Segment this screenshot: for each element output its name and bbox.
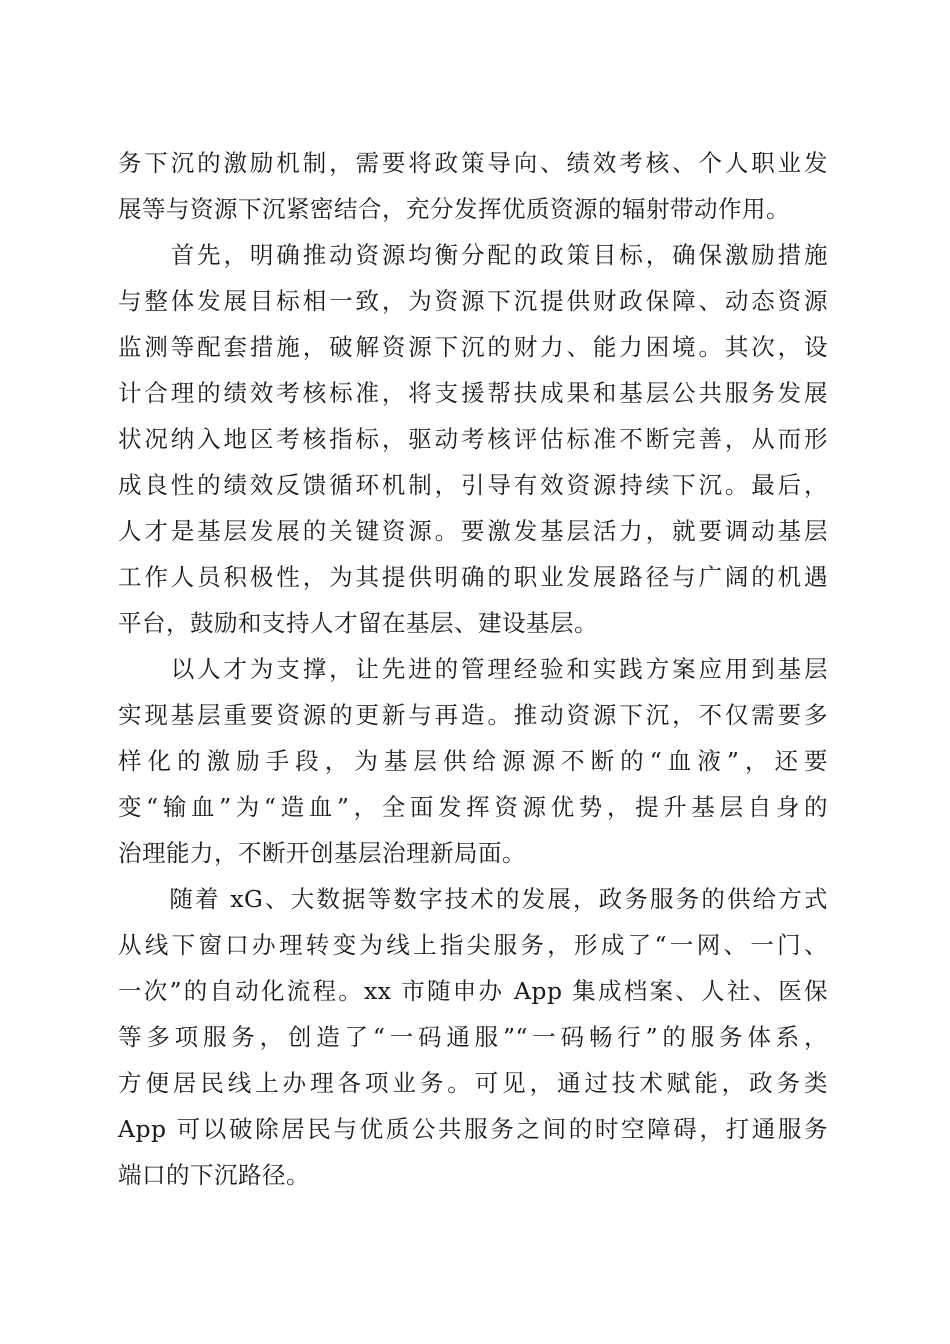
text-line: 状况纳入地区考核指标，驱动考核评估标准不断完善，从而形 <box>118 425 828 453</box>
text-line: 等多项服务，创造了“一码通服”“一码畅行”的服务体系， <box>118 1023 828 1051</box>
text-line: 从线下窗口办理转变为线上指尖服务，形成了“一网、一门、 <box>118 931 828 959</box>
text-line: 工作人员积极性，为其提供明确的职业发展路径与广阔的机遇 <box>118 563 828 591</box>
paragraph-4 <box>118 876 828 1198</box>
text-line: 计合理的绩效考核标准，将支援帮扶成果和基层公共服务发展 <box>118 379 828 407</box>
text-line: 以人才为支撑，让先进的管理经验和实践方案应用到基层 <box>118 655 828 683</box>
text-line: 实现基层重要资源的更新与再造。推动资源下沉，不仅需要多 <box>118 701 828 729</box>
text-line: 随着 xG、大数据等数字技术的发展，政务服务的供给方式 <box>118 885 828 913</box>
text-line: 展等与资源下沉紧密结合，充分发挥优质资源的辐射带动作用。 <box>118 195 790 223</box>
text-line: 成良性的绩效反馈循环机制，引导有效资源持续下沉。最后， <box>118 471 828 499</box>
text-line: 端口的下沉路径。 <box>118 1161 310 1189</box>
paragraph-1 <box>118 140 828 232</box>
text-line: App 可以破除居民与优质公共服务之间的时空障碍，打通服务 <box>118 1115 828 1143</box>
text-line: 一次”的自动化流程。xx 市随申办 App 集成档案、人社、医保 <box>118 977 828 1005</box>
text-line: 方便居民线上办理各项业务。可见，通过技术赋能，政务类 <box>118 1069 828 1097</box>
paragraph-2 <box>118 232 828 646</box>
paragraph-3 <box>118 646 828 876</box>
text-line: 治理能力，不断开创基层治理新局面。 <box>118 839 526 867</box>
text-line: 监测等配套措施，破解资源下沉的财力、能力困境。其次，设 <box>118 333 828 361</box>
text-line: 平台，鼓励和支持人才留在基层、建设基层。 <box>118 609 598 637</box>
text-line: 与整体发展目标相一致，为资源下沉提供财政保障、动态资源 <box>118 287 828 315</box>
text-line: 人才是基层发展的关键资源。要激发基层活力，就要调动基层 <box>118 517 828 545</box>
text-line: 首先，明确推动资源均衡分配的政策目标，确保激励措施 <box>118 241 828 269</box>
text-line: 务下沉的激励机制，需要将政策导向、绩效考核、个人职业发 <box>118 149 828 177</box>
body-text <box>118 140 828 1198</box>
text-line: 样化的激励手段，为基层供给源源不断的“血液”，还要 <box>118 747 828 775</box>
text-line: 变“输血”为“造血”，全面发挥资源优势，提升基层自身的 <box>118 793 828 821</box>
